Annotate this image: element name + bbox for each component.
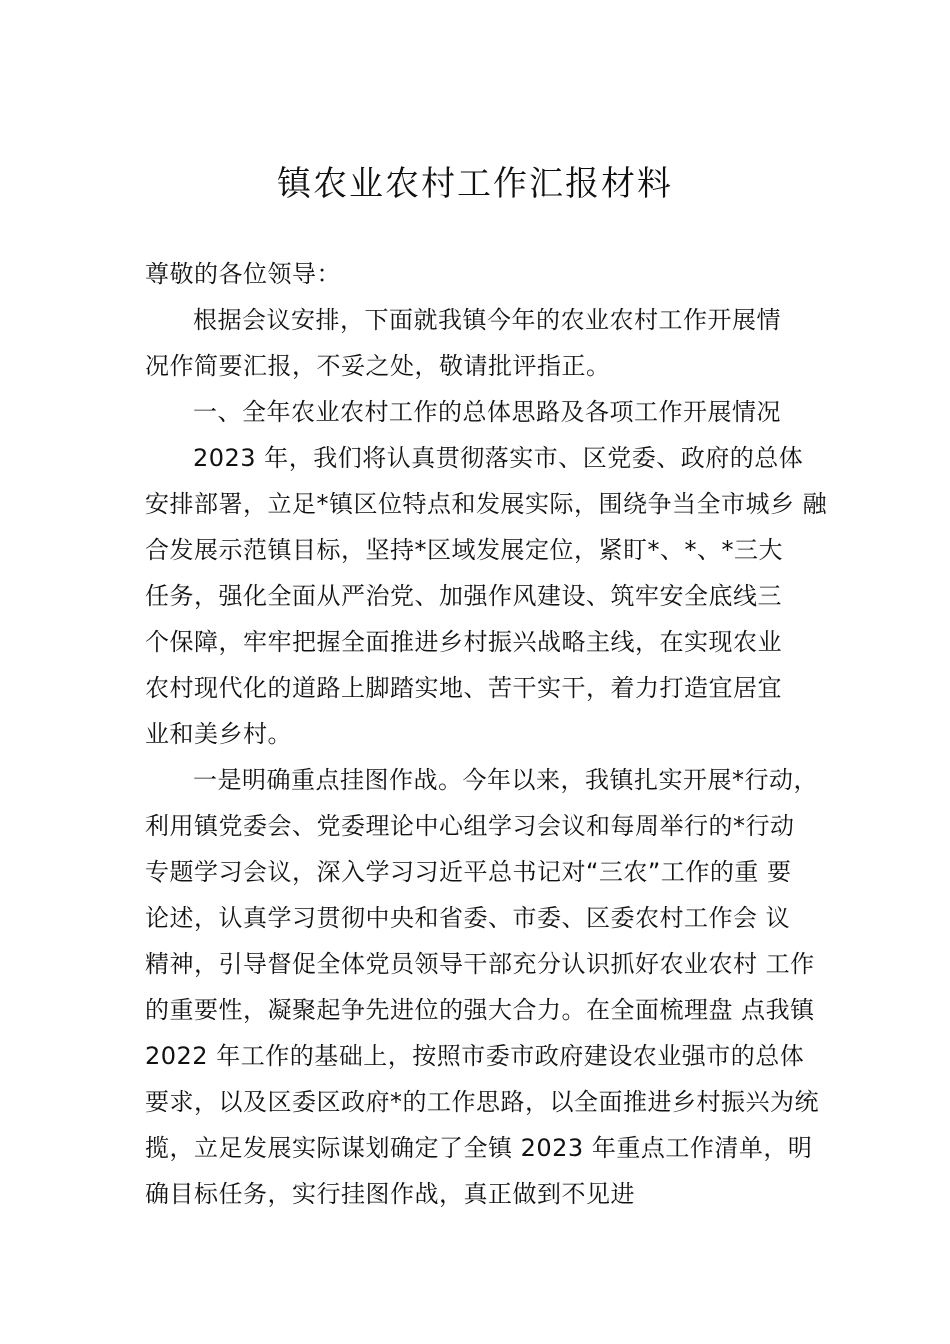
body-line: 的重要性，凝聚起争先进位的强大合力。在全面梳理盘 点我镇 (145, 996, 815, 1024)
body-line: 精神，引导督促全体党员领导干部充分认识抓好农业农村 工作 (145, 950, 815, 978)
body-line: 专题学习会议，深入学习习近平总书记对“三农”工作的重 要 (145, 858, 792, 886)
body-line: 确目标任务，实行挂图作战，真正做到不见进 (145, 1180, 635, 1208)
body-line: 揽，立足发展实际谋划确定了全镇 2023 年重点工作清单，明 (145, 1134, 813, 1162)
body-line: 要求，以及区委区政府*的工作思路，以全面推进乡村振兴为统 (145, 1088, 819, 1116)
body-line: 根据会议安排，下面就我镇今年的农业农村工作开展情 (193, 306, 781, 334)
salutation: 尊敬的各位领导： (145, 260, 341, 288)
body-line: 农村现代化的道路上脚踏实地、苦干实干，着力打造宜居宜 (145, 674, 782, 702)
body-line: 安排部署，立足*镇区位特点和发展实际，围绕争当全市城乡 融 (145, 490, 828, 518)
body-line: 一是明确重点挂图作战。今年以来，我镇扎实开展*行动， (193, 766, 818, 794)
body-line: 况作简要汇报，不妥之处，敬请批评指正。 (145, 352, 611, 380)
body-line: 2023 年，我们将认真贯彻落实市、区党委、政府的总体 (193, 444, 804, 472)
body-line: 2022 年工作的基础上，按照市委市政府建设农业强市的总体 (145, 1042, 805, 1070)
body-line: 合发展示范镇目标，坚持*区域发展定位，紧盯*、*、*三大 (145, 536, 783, 564)
body-line: 论述，认真学习贯彻中央和省委、市委、区委农村工作会 议 (145, 904, 791, 932)
body-line: 业和美乡村。 (145, 720, 292, 748)
section-heading: 一、全年农业农村工作的总体思路及各项工作开展情况 (193, 398, 781, 426)
document-title: 镇农业农村工作汇报材料 (277, 164, 673, 204)
body-line: 个保障，牢牢把握全面推进乡村振兴战略主线，在实现农业 (145, 628, 782, 656)
body-line: 利用镇党委会、党委理论中心组学习会议和每周举行的*行动 (145, 812, 795, 840)
body-line: 任务，强化全面从严治党、加强作风建设、筑牢安全底线三 (145, 582, 782, 610)
